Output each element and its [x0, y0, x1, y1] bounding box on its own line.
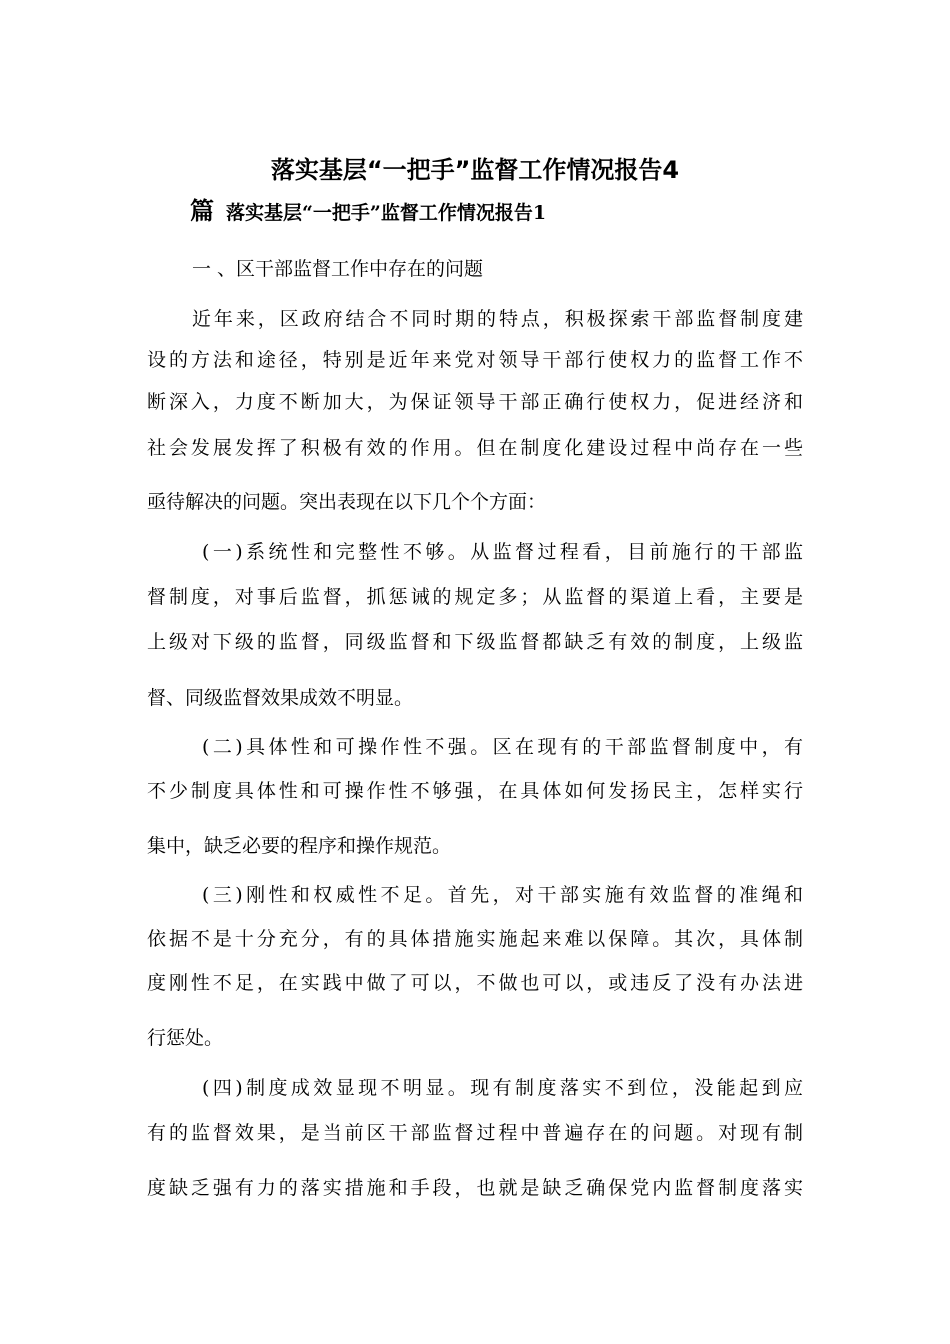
body-line: 社会发展发挥了积极有效的作用。但在制度化建设过程中尚存在一些	[147, 437, 803, 459]
body-line: 有的监督效果，是当前区干部监督过程中普遍存在的问题。对现有制	[147, 1122, 803, 1144]
body-line: (二)具体性和可操作性不强。区在现有的干部监督制度中，有	[202, 736, 803, 758]
body-line: 不少制度具体性和可操作性不够强，在具体如何发扬民主，怎样实行	[147, 780, 803, 802]
section-heading: 一 、区干部监督工作中存在的问题	[192, 258, 484, 280]
body-line: 督制度，对事后监督，抓惩诫的规定多；从监督的渠道上看，主要是	[147, 586, 803, 608]
body-line: 设的方法和途径，特别是近年来党对领导干部行使权力的监督工作不	[147, 349, 803, 371]
body-line: 断深入，力度不断加大，为保证领导干部正确行使权力，促进经济和	[147, 391, 803, 413]
body-line: 度缺乏强有力的落实措施和手段，也就是缺乏确保党内监督制度落实	[147, 1177, 803, 1199]
subtitle-prefix: 篇	[190, 197, 214, 225]
body-line: 近年来，区政府结合不同时期的特点，积极探索干部监督制度建	[192, 308, 803, 330]
body-line: (四)制度成效显现不明显。现有制度落实不到位，没能起到应	[202, 1077, 803, 1099]
body-line: 上级对下级的监督，同级监督和下级监督都缺乏有效的制度，上级监	[147, 631, 803, 653]
body-line: 集中，缺乏必要的程序和操作规范。	[147, 835, 452, 857]
body-line: 依据不是十分充分，有的具体措施实施起来难以保障。其次，具体制	[147, 928, 803, 950]
document-title: 落实基层“一把手”监督工作情况报告4	[270, 156, 680, 184]
body-line: 度刚性不足，在实践中做了可以，不做也可以，或违反了没有办法进	[147, 972, 803, 994]
body-line: 亟待解决的问题。突出表现在以下几个个方面：	[147, 491, 547, 513]
document-subtitle	[190, 196, 546, 228]
body-line: 行惩处。	[147, 1027, 224, 1049]
body-line: 督、同级监督效果成效不明显。	[147, 687, 414, 709]
subtitle-text: 落实基层“一把手”监督工作情况报告1	[226, 202, 547, 224]
body-line: (三)刚性和权威性不足。首先，对干部实施有效监督的准绳和	[202, 884, 803, 906]
body-line: (一)系统性和完整性不够。从监督过程看，目前施行的干部监	[202, 541, 803, 563]
